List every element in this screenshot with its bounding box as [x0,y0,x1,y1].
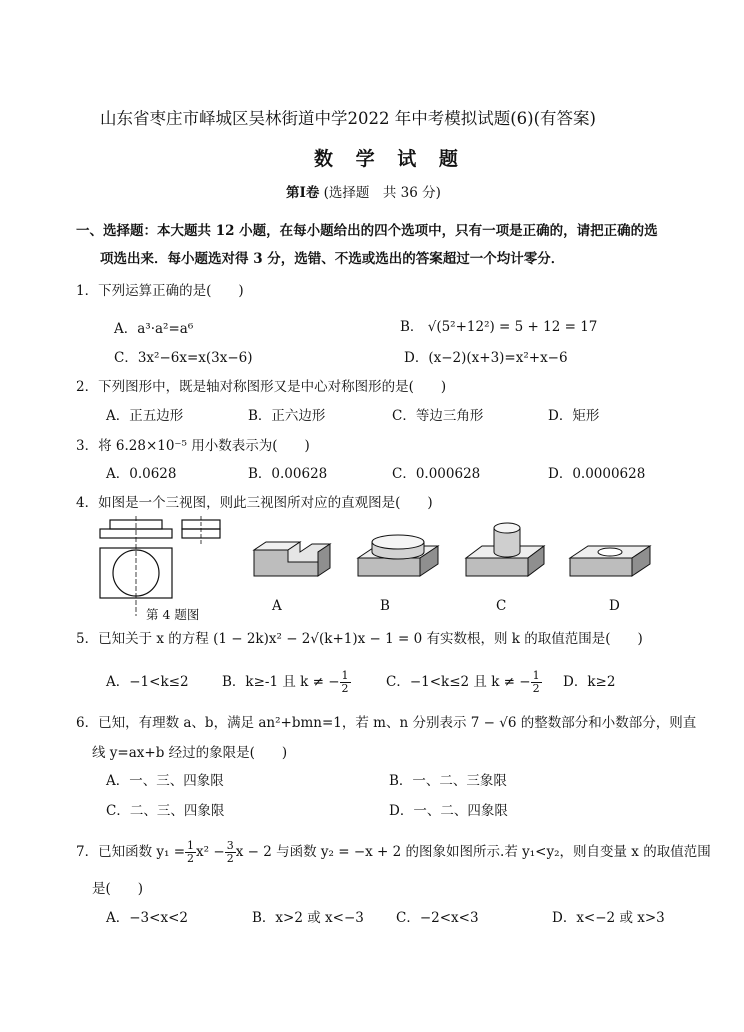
q5-option-c: C．−1<k≤2 且 k ≠ − $\frac{1}{2}$ [386,669,540,695]
section-instruction-line1: 一、选择题：本大题共 12 小题，在每小题给出的四个选项中，只有一项是正确的，请把正确的选 [76,223,658,239]
q1-option-b-prefix: B． [400,319,424,335]
q7-option-c: C．−2<x<3 [396,910,479,926]
q5-stem [76,630,643,648]
q1-stem: 1．下列运算正确的是( ) [76,283,244,299]
q7-y2-function: y₂ = −x + 2 [320,844,402,860]
q2-option-b: B．正六边形 [248,408,326,424]
volume-note: (选择题 共 36 分) [323,185,441,201]
q4-label-d: D [609,598,620,614]
q3-option-d: D．0.0000628 [548,466,646,482]
q4-figure-caption: 第 4 题图 [146,607,200,622]
q3-option-a: A．0.0628 [106,466,177,482]
q4-label-a: A [272,598,282,614]
q4-option-a-figure [252,530,334,590]
q4-option-d-figure [568,540,652,590]
q7-stem-line2: 是( ) [92,881,144,897]
q6-option-b: B．一、二、三象限 [389,773,507,789]
q5-option-b: B．k≥-1 且 k ≠ − $\frac{1}{2}$ [222,669,349,695]
q7-stem-line1: 7．已知函数 y₁ = $\frac{1}{2}$ x² − $\frac{3}{2}$ x − 2 与函数 y₂ = −x + 2 的图象如图所示.若 y₁<y₂，则自变量 x 的取值范围 [76,839,711,865]
document-title: 山东省枣庄市峄城区吴林街道中学2022 年中考模拟试题(6)(有答案) [100,109,596,128]
q1-option-b [400,318,597,336]
q1-option-b-expr: √(5²+12²) = 5 + 12 = 17 [427,319,598,335]
q7-option-a: A．−3<x<2 [106,910,188,926]
q5-b-half: $\frac{1}{2}$ [341,669,349,695]
q4-stem: 4．如图是一个三视图，则此三视图所对应的直观图是( ) [76,495,433,511]
q7-option-d: D．x<−2 或 x>3 [552,910,665,926]
q2-stem: 2．下列图形中，既是轴对称图形又是中心对称图形的是( ) [76,379,447,395]
q4-label-b: B [380,598,390,614]
q2-option-d: D．矩形 [548,408,600,424]
q5-c-half: $\frac{1}{2}$ [532,669,540,695]
q4-option-b-figure [356,528,442,594]
q4-option-c-figure [464,520,548,594]
q1-option-a: A．a³·a²=a⁶ [114,321,194,337]
q1-option-d: D．(x−2)(x+3)=x²+x−6 [404,350,568,366]
q6-option-a: A．一、三、四象限 [106,773,224,789]
q3-option-b: B．0.00628 [248,466,328,482]
section-instruction-line2: 项选出来．每小题选对得 3 分，选错、不选或选出的答案超过一个均计零分． [100,251,565,267]
q4-label-c: C [496,598,507,614]
q2-option-a: A．正五边形 [106,408,184,424]
volume-label [286,184,441,202]
volume-name: 第Ⅰ卷 [286,185,320,201]
q6-option-d: D．一、二、四象限 [389,803,508,819]
q6-stem-line1: 6．已知，有理数 a、b，满足 an²+bmn=1，若 m、n 分别表示 7 − √6 的整数部分和小数部分，则直 [76,715,697,731]
q1-option-c: C．3x²−6x=x(3x−6) [114,350,253,366]
q5-option-a: A．−1<k≤2 [106,674,189,690]
q6-stem-line2: 线 y=ax+b 经过的象限是( ) [92,745,288,761]
q3-stem: 3．将 6.28×10⁻⁵ 用小数表示为( ) [76,438,310,454]
q6-option-c: C．二、三、四象限 [106,803,225,819]
subject-title: 数 学 试 题 [314,148,466,170]
q7-option-b: B．x>2 或 x<−3 [252,910,364,926]
q5-stem-part2: 有实数根，则 k 的取值范围是( ) [426,631,643,647]
q3-option-c: C．0.000628 [392,466,481,482]
q2-option-c: C．等边三角形 [392,408,484,424]
q5-equation: (1 − 2k)x² − 2√(k+1)x − 1 = 0 [213,631,423,647]
q5-option-d: D．k≥2 [563,674,616,690]
q7-y1-function: y₁ = $\frac{1}{2}$ x² − $\frac{3}{2}$ x − 2 [156,839,272,865]
q5-stem-part1: 5．已知关于 x 的方程 [76,631,209,647]
